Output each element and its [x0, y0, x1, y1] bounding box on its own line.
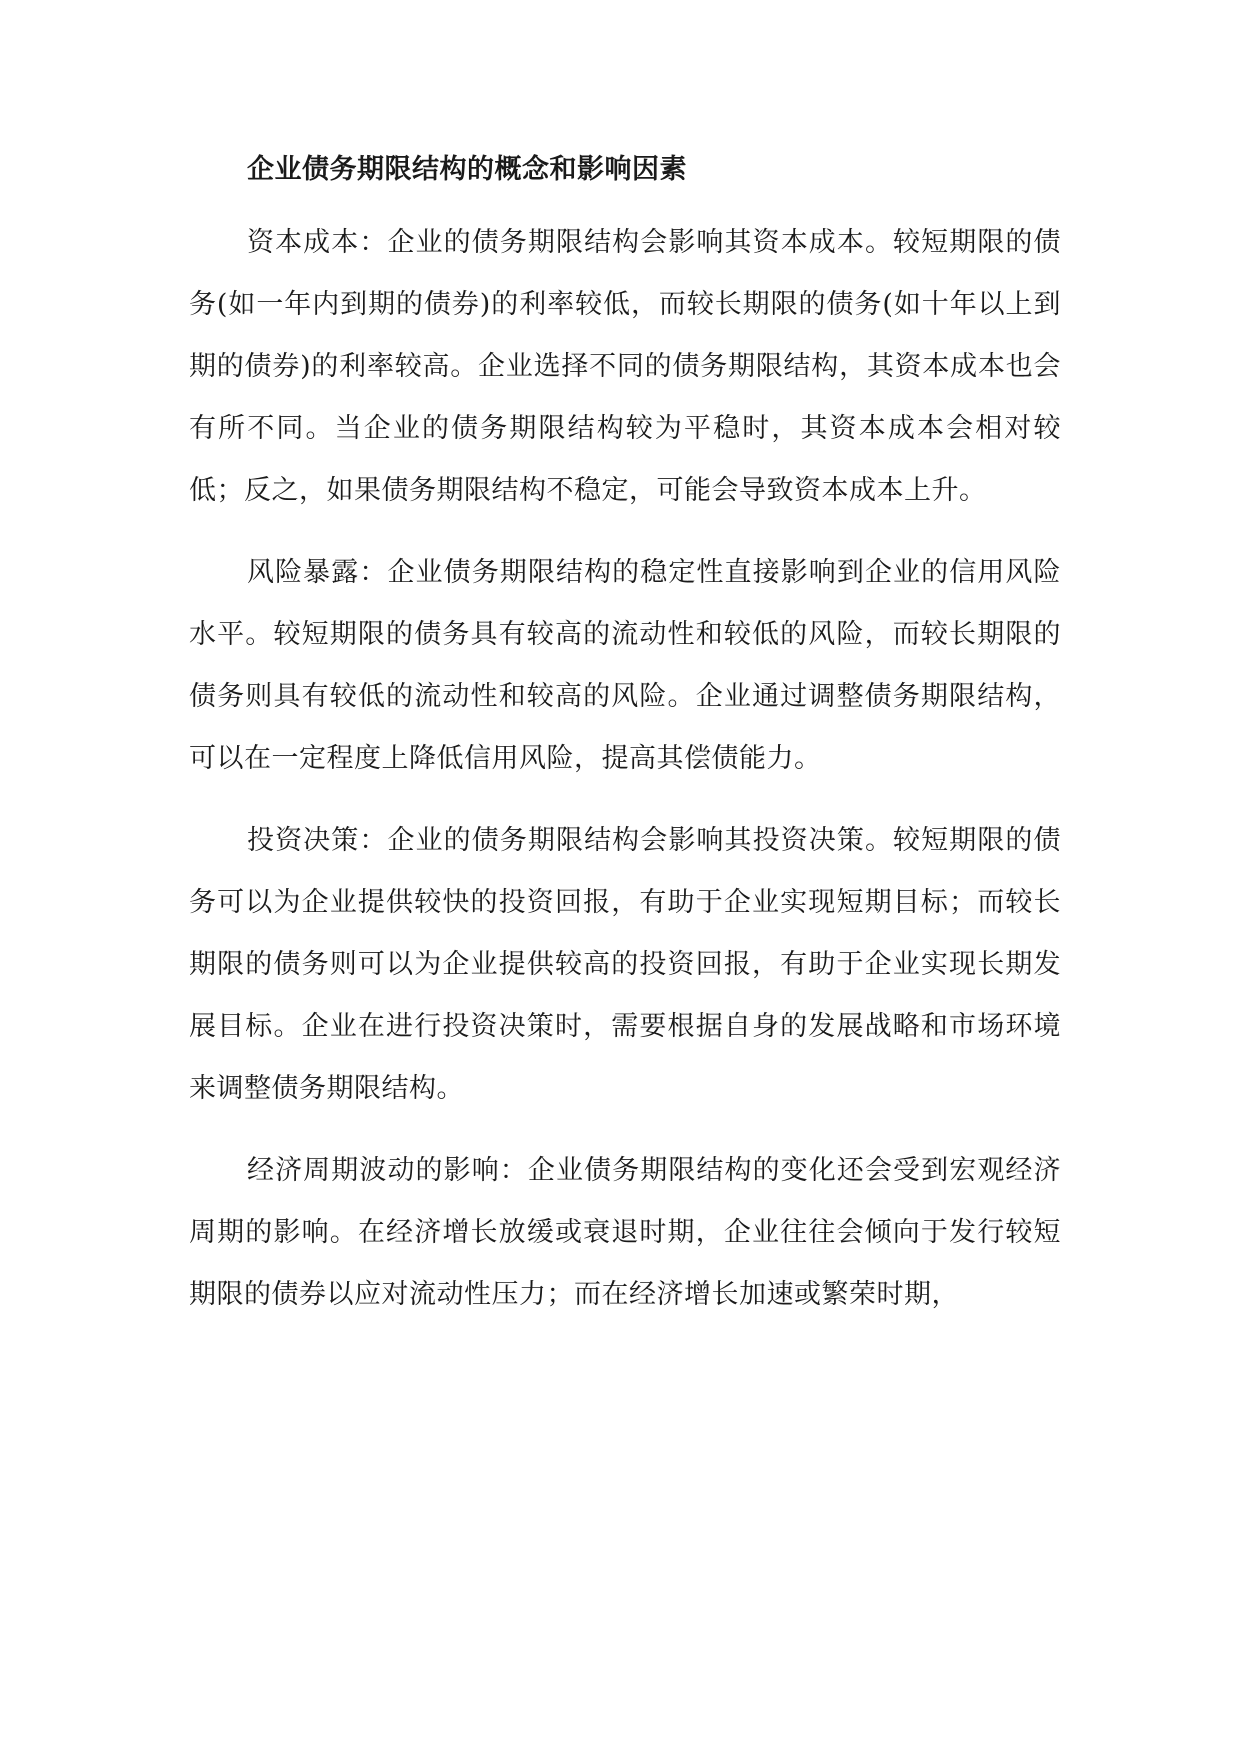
document-body [189, 148, 1061, 1326]
paragraph-investment-decision: 投资决策：企业的债务期限结构会影响其投资决策。较短期限的债务可以为企业提供较快的投资回报，有助于企业实现短期目标；而较长期限的债务则可以为企业提供较高的投资回报，有助于企业实现长期发展目标。企业在进行投资决策时，需要根据自身的发展战略和市场环境来调整债务期限结构。 [189, 825, 1061, 1104]
paragraph-capital-cost: 资本成本：企业的债务期限结构会影响其资本成本。较短期限的债务(如一年内到期的债券)的利率较低，而较长期限的债务(如十年以上到期的债券)的利率较高。企业选择不同的债务期限结构，其资本成本也会有所不同。当企业的债务期限结构较为平稳时，其资本成本会相对较低；反之，如果债务期限结构不稳定，可能会导致资本成本上升。 [189, 227, 1061, 506]
paragraph-risk-exposure: 风险暴露：企业债务期限结构的稳定性直接影响到企业的信用风险水平。较短期限的债务具有较高的流动性和较低的风险，而较长期限的债务则具有较低的流动性和较高的风险。企业通过调整债务期限结构，可以在一定程度上降低信用风险，提高其偿债能力。 [189, 557, 1061, 774]
paragraph-economic-cycle: 经济周期波动的影响：企业债务期限结构的变化还会受到宏观经济周期的影响。在经济增长放缓或衰退时期，企业往往会倾向于发行较短期限的债券以应对流动性压力；而在经济增长加速或繁荣时期， [189, 1155, 1061, 1310]
document-title: 企业债务期限结构的概念和影响因素 [247, 154, 687, 185]
